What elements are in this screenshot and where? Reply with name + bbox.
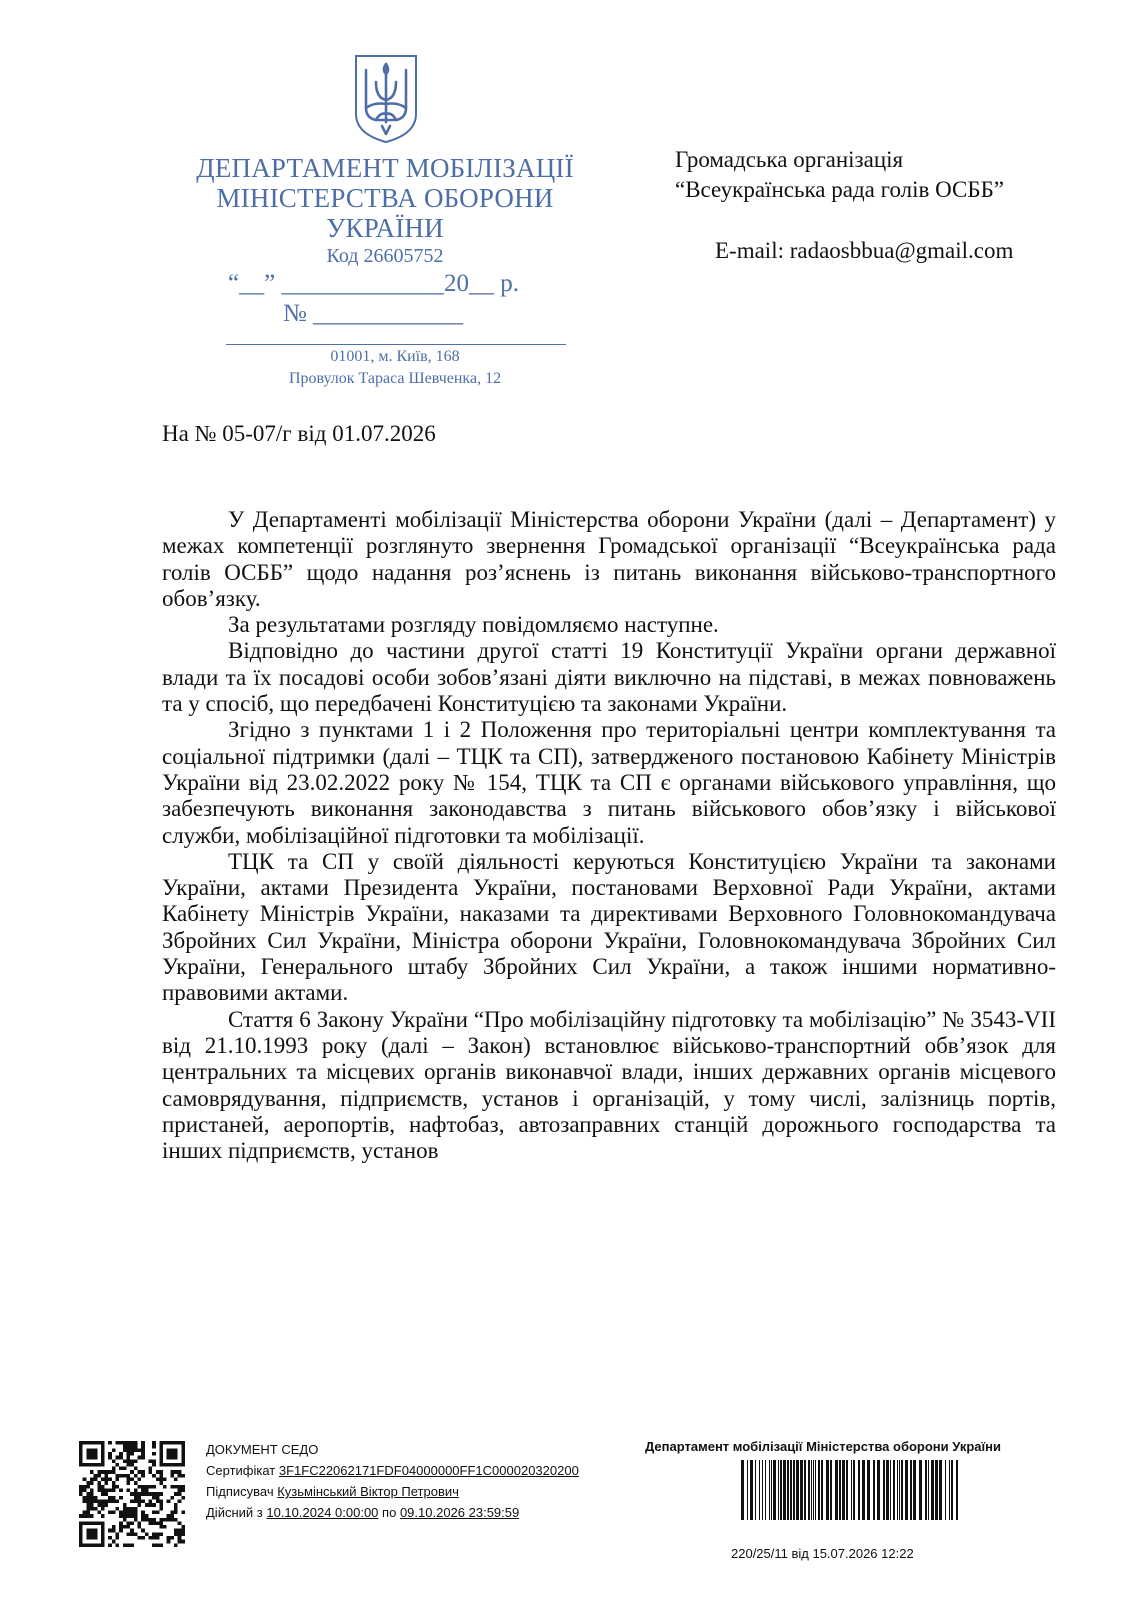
outgoing-number-blank: № ____________ xyxy=(283,300,464,327)
certificate-value: 3F1FC22062171FDF04000000FF1C000020320200 xyxy=(278,1463,579,1478)
signer-value: Кузьмінський Віктор Петрович xyxy=(277,1484,459,1499)
sedo-signer xyxy=(206,1483,459,1500)
department-address-line-1: 01001, м. Київ, 168 xyxy=(330,348,460,365)
addressee-line-2: “Всеукраїнська рада голів ОСББ” xyxy=(675,177,1004,202)
sedo-title: ДОКУМЕНТ СЕДО xyxy=(206,1442,319,1457)
body-paragraph: У Департаменті мобілізації Міністерства оборони України (далі – Департамент) у межах компетенції розглянуто звернення Громадської організації “Всеукраїнська рада голів ОСББ” щодо надання роз’яснень із питань виконання військово-транспортного обов’язку. xyxy=(162,507,1056,611)
addressee-line-1: Громадська організація xyxy=(675,147,904,172)
addressee-email: E-mail: radaosbbua@gmail.com xyxy=(715,238,1014,263)
valid-to-value: 09.10.2026 23:59:59 xyxy=(399,1505,520,1520)
department-name-line-3: УКРАЇНИ xyxy=(326,213,444,243)
barcode-icon xyxy=(741,1460,961,1520)
body-paragraph: За результатами розгляду повідомляємо наступне. xyxy=(228,612,719,638)
valid-from-value: 10.10.2024 0:00:00 xyxy=(266,1505,379,1520)
department-name-line-1: ДЕПАРТАМЕНТ МОБІЛІЗАЦІЇ xyxy=(196,153,574,183)
letter-body xyxy=(162,507,1056,1164)
trident-icon xyxy=(352,52,420,144)
body-paragraph: ТЦК та СП у своїй діяльності керуються Конституцією України та законами України, актами Президента України, постановами Верховної Ради України, актами Кабінету Міністрів України, наказами та директивами Верховного Головнокомандувача Збройних Сил України, Міністра оборони України, Головнокомандувача Збройних Сил України, Генерального штабу Збройних Сил України, а також іншими нормативно-правовими актами. xyxy=(162,848,1056,1006)
body-paragraph: Відповідно до частини другої статті 19 Конституції України органи державної влади та їх посадові особи зобов’язані діяти виключно на підставі, в межах повноважень та у спосіб, що передбачені Конституцією та законами України. xyxy=(162,638,1056,717)
body-paragraph: Згідно з пунктами 1 і 2 Положення про територіальні центри комплектування та соціальної підтримки (далі – ТЦК та СП), затвердженого постановою Кабінету Міністрів України від 23.02.2022 року № 154, ТЦК та СП є органами військового управління, що забезпечують виконання законодавства з питань військового обов’язку і військової служби, мобілізаційної підготовки та мобілізації. xyxy=(162,717,1056,848)
outgoing-date-blank: “__” _____________20__ р. xyxy=(228,270,519,297)
barcode-organization: Департамент мобілізації Міністерства оборони України xyxy=(645,1439,1002,1454)
qr-code-icon xyxy=(79,1441,185,1547)
valid-to-label: по xyxy=(382,1505,397,1520)
sedo-certificate xyxy=(206,1462,579,1479)
department-address-line-2: Провулок Тараса Шевченка, 12 xyxy=(288,370,502,387)
valid-from-label: Дійсний з xyxy=(206,1505,263,1520)
sedo-validity xyxy=(206,1504,519,1521)
department-name-line-2: МІНІСТЕРСТВА ОБОРОНИ xyxy=(216,183,554,213)
reference-number: На № 05-07/г від 01.07.2026 xyxy=(162,421,436,446)
registration-number: 220/25/11 від 15.07.2026 12:22 xyxy=(731,1546,914,1561)
signer-label: Підписувач xyxy=(206,1484,274,1499)
body-paragraph: Стаття 6 Закону України “Про мобілізаційну підготовку та мобілізацію” № 3543-VII від 21.10.1993 року (далі – Закон) встановлює військово-транспортний обв’язок для центральних та місцевих органів виконавчої влади, інших державних органів місцевого самоврядування, підприємств, установ і організацій, у тому числі, залізниць портів, пристаней, аеропортів, нафтобаз, автозаправних станцій дорожнього господарства та інших підприємств, установ xyxy=(162,1006,1056,1164)
department-code: Код 26605752 xyxy=(326,245,444,267)
certificate-label: Сертифікат xyxy=(206,1463,276,1478)
letterhead-divider xyxy=(226,344,566,345)
